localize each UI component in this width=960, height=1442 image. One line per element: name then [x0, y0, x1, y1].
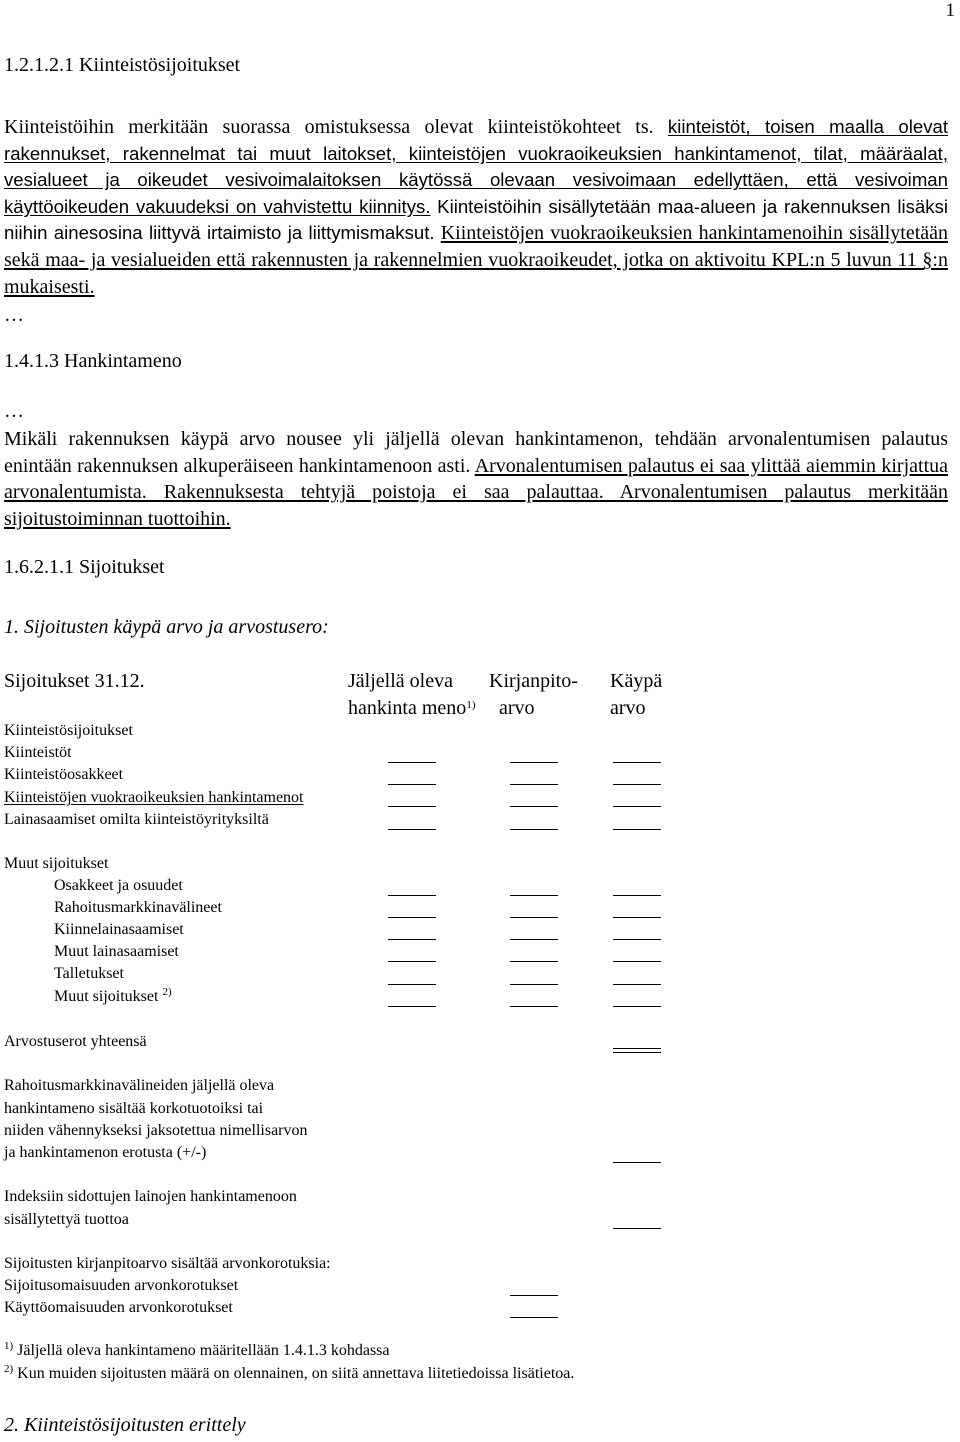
col-header-kaypa: Käypä — [610, 670, 663, 692]
paragraph-text: Kiinteistöihin merkitään suorassa omistuksessa olevat kiinteistökohteet ts. — [4, 116, 654, 138]
section-heading-hankintameno: 1.4.1.3 Hankintameno — [4, 350, 182, 372]
blank-line — [613, 1228, 661, 1229]
blank-line — [613, 917, 661, 918]
footnote-2: $^{2)}$ Kun muiden sijoitusten määrä on olennainen, on siitä annettava liitetiedoissa lisätietoa. — [4, 1363, 575, 1382]
blank-line — [510, 961, 558, 962]
ellipsis: … — [4, 400, 24, 422]
section-heading-kiinteistosijoitukset: 1.2.1.2.1 Kiinteistösijoitukset — [4, 54, 241, 76]
changed-text: Arvonalentumisen palautus ei saa ylittää aiemmin kirjattua arvonalentumista. Rakennuksesta tehtyjä poistoja ei saa palauttaa. Arvonalentumisen palautus merkitään sijoitustoiminnan tuottoihin. — [4, 454, 949, 530]
footnote-ref: 2) — [162, 986, 172, 998]
footnote-mark: 1) — [4, 1340, 14, 1352]
blank-line — [613, 829, 661, 830]
note-line: Indeksiin sidottujen lainojen hankintamenoon — [4, 1188, 297, 1205]
table-row-label: Kiinteistöjen vuokraoikeuksien hankintamenot — [4, 789, 304, 806]
blank-line — [613, 1162, 661, 1163]
blank-line — [388, 784, 436, 785]
blank-line — [388, 961, 436, 962]
kiinteistosijoitukset-paragraph — [4, 114, 948, 300]
note-line: Rahoitusmarkkinavälineiden jäljellä oleva — [4, 1077, 275, 1094]
blank-line — [510, 806, 558, 807]
blank-line — [613, 939, 661, 940]
note-line: Sijoitusomaisuuden arvonkorotukset — [4, 1277, 239, 1294]
table-row-label: Lainasaamiset omilta kiinteistöyrityksiltä — [4, 811, 269, 828]
col-header-kirjanpito-arvo: arvo — [499, 697, 535, 719]
total-label: Arvostuserot yhteensä — [4, 1033, 147, 1050]
blank-line — [388, 762, 436, 763]
section-heading-erittely: 2. Kiinteistösijoitusten erittely — [4, 1414, 246, 1436]
hankintameno-paragraph — [4, 426, 948, 532]
blank-line — [388, 1006, 436, 1007]
changed-text: Kiinteistöjen vuokraoikeuksien hankintamenoihin sisällytetään sekä maa- ja vesialueiden että rakennusten ja rakennelmien vuokraoikeudet, jotka on aktivoitu KPL:n 5 luvun 11 §:n mukaisesti. — [4, 222, 949, 298]
blank-line — [613, 784, 661, 785]
blank-line — [510, 917, 558, 918]
subheading-kaypa-arvo: 1. Sijoitusten käypä arvo ja arvostusero: — [4, 616, 329, 638]
note-line: Sijoitusten kirjanpitoarvo sisältää arvonkorotuksia: — [4, 1255, 331, 1272]
table-row-label: Talletukset — [54, 965, 124, 982]
blank-line — [613, 806, 661, 807]
group-label-muut-sijoitukset: Muut sijoitukset — [4, 855, 109, 872]
blank-line — [613, 1006, 661, 1007]
footnote-ref: 1) — [466, 699, 476, 711]
note-line: ja hankintamenon erotusta (+/-) — [4, 1144, 207, 1161]
blank-line — [388, 806, 436, 807]
blank-line — [510, 1295, 558, 1296]
table-row-label: Rahoitusmarkkinavälineet — [54, 899, 222, 916]
blank-line — [388, 895, 436, 896]
group-label-kiinteistosijoitukset: Kiinteistösijoitukset — [4, 722, 133, 739]
table-row-label: Kiinnelainasaamiset — [54, 921, 184, 938]
blank-line — [388, 939, 436, 940]
note-line: sisällytettyä tuottoa — [4, 1211, 129, 1228]
changed-text: kiinteistöt, toisen maalla olevat rakennukset, rakennelmat tai muut laitokset, kiinteistöjen vuokraoikeuksien hankintamenot, tilat, määräalat, vesialueet ja oikeudet vesivoimalaitoksen käytössä olevaan vesivoimaan edellyttäen, että vesivoiman käyttöoikeuden vakuudeksi on vahvistettu kiinnitys. — [4, 116, 948, 217]
col-header-jaljella-oleva: Jäljellä oleva — [348, 670, 453, 692]
blank-line — [510, 829, 558, 830]
blank-line — [613, 961, 661, 962]
blank-line — [613, 762, 661, 763]
blank-line — [510, 1317, 558, 1318]
table-row-label: Kiinteistöosakkeet — [4, 766, 124, 783]
blank-line — [388, 917, 436, 918]
table-row-label: Osakkeet ja osuudet — [54, 877, 183, 894]
blank-line — [510, 939, 558, 940]
blank-line — [510, 984, 558, 985]
note-line: Käyttöomaisuuden arvonkorotukset — [4, 1299, 233, 1316]
note-line: hankintameno sisältää korkotuotoiksi tai — [4, 1100, 264, 1117]
table-row-label: Muut lainasaamiset — [54, 943, 179, 960]
col-header-hankintameno: hankinta meno$^{1)}$ — [348, 697, 476, 719]
footnote-1: $^{1)}$ Jäljellä oleva hankintameno määritellään 1.4.1.3 kohdassa — [4, 1340, 390, 1359]
paragraph-text: Kiinteistöihin sisällytetään maa-alueen ja rakennuksen lisäksi niihin ainesosina liittyvä irtaimisto ja liittymismaksut. — [4, 195, 948, 244]
blank-line — [388, 984, 436, 985]
blank-line — [510, 1006, 558, 1007]
table-row-label: Muut sijoitukset $^{2)}$ — [54, 986, 172, 1005]
table-title: Sijoitukset 31.12. — [4, 670, 145, 692]
section-heading-sijoitukset: 1.6.2.1.1 Sijoitukset — [4, 556, 165, 578]
footnote-mark: 2) — [4, 1363, 14, 1375]
page-number: 1 — [945, 0, 955, 21]
col-header-kirjanpito: Kirjanpito- — [489, 670, 578, 692]
blank-line — [510, 784, 558, 785]
col-header-kaypa-arvo: arvo — [610, 697, 646, 719]
blank-line — [613, 984, 661, 985]
blank-line — [388, 829, 436, 830]
paragraph-text: Mikäli rakennuksen käypä arvo nousee yli jäljellä olevan hankintamenon, tehdään arvonalentumisen palautus enintään rakennuksen alkuperäiseen hankintamenoon asti. — [4, 428, 948, 477]
note-line: niiden vähennykseksi jaksotettua nimellisarvon — [4, 1122, 308, 1139]
blank-line — [510, 895, 558, 896]
blank-line — [613, 895, 661, 896]
blank-line — [510, 762, 558, 763]
double-blank-line — [613, 1048, 661, 1053]
ellipsis: … — [4, 304, 24, 326]
table-row-label: Kiinteistöt — [4, 744, 72, 761]
